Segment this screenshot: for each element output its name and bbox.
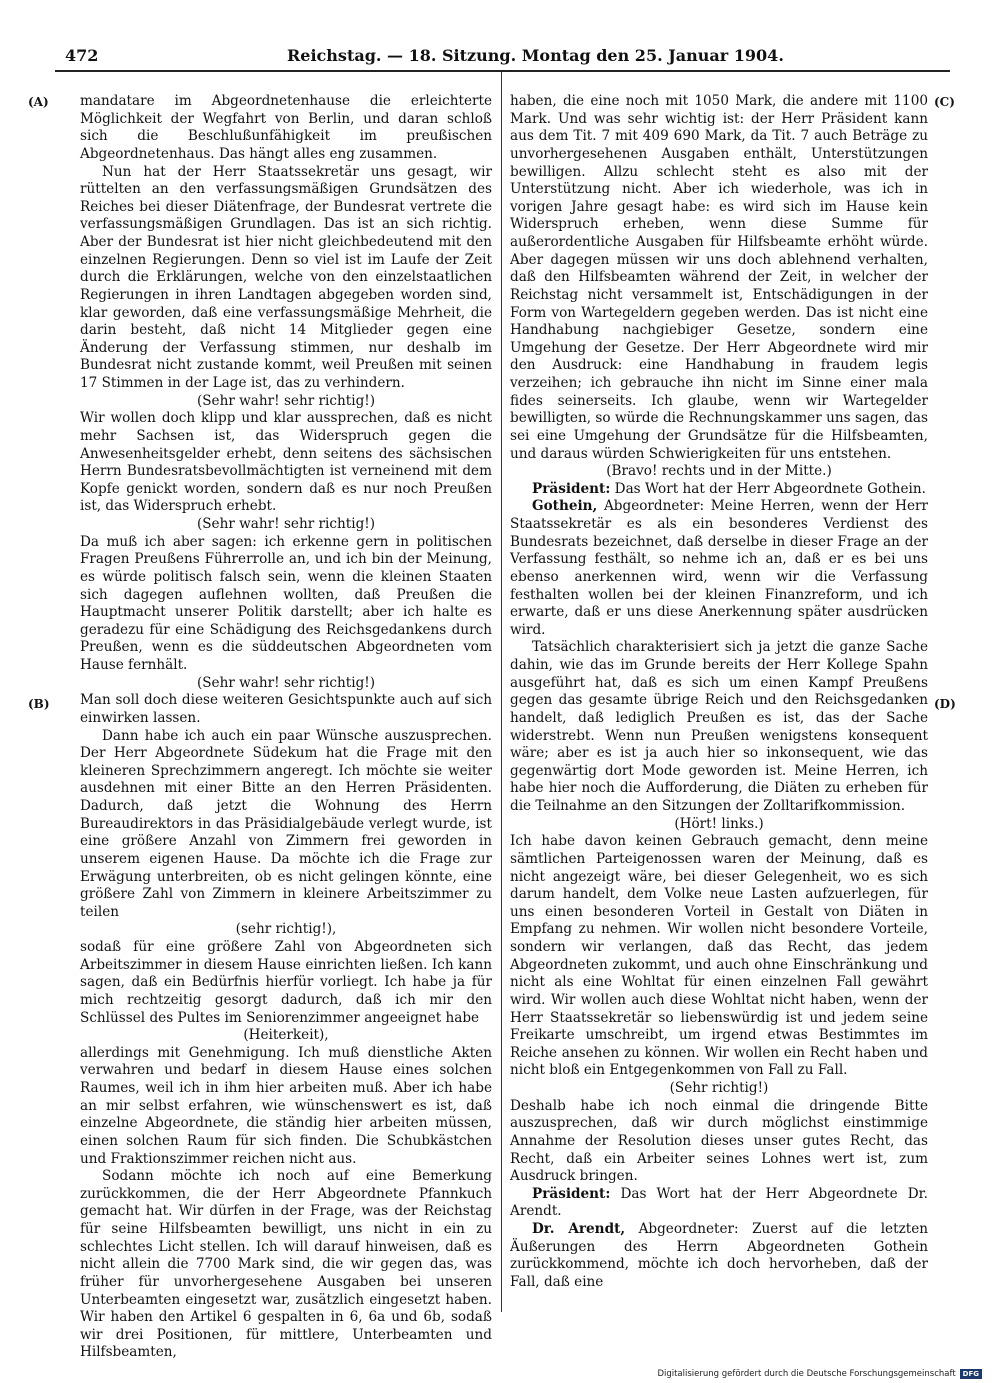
margin-marker-b: (B) [28,697,50,711]
header-rule [55,70,950,72]
column-divider [501,72,502,1312]
body-paragraph: Wir wollen doch klipp und klar aussprechen, daß es nicht mehr Sachsen ist, das Widerspruch gegen die Anwesenheitsgelder erhebt, denn seitens des sächsischen Herrn Bundesratsbevollmächtigten ist verneinend mit dem Kopfe genickt worden, sondern daß es nur noch Preußen ist, das Widerspruch erhebt. [80,410,492,515]
dfg-logo-icon: DFG [960,1369,982,1379]
speech-text: Das Wort hat der Herr Abgeordnete Gothein. [610,480,926,497]
body-paragraph: Dann habe ich auch ein paar Wünsche auszusprechen. Der Herr Abgeordnete Südekum hat die Frage mit den kleineren Sprechzimmern angeregt. Ich möchte sie weiter ausdehnen mit einer Bitte an den Herren Präsidenten. Dadurch, daß jetzt die Wohnung des Herrn Bureaudirektors in das Präsidialgebäude verlegt wurde, ist eine größere Anzahl von Zimmern frei geworden in unserem eigenen Hause. Da möchte ich die Frage zur Erwägung unterbreiten, ob es nicht gelingen könnte, eine größere Zahl von Zimmern in kleinere Arbeitszimmer zu teilen [80,727,492,920]
interjection: (Sehr wahr! sehr richtig!) [196,516,376,532]
speaker-paragraph [510,481,928,499]
page-footer [657,1369,982,1379]
interjection: (Sehr richtig!) [669,1080,769,1096]
body-paragraph: Da muß ich aber sagen: ich erkenne gern in politischen Fragen Preußens Führerrolle an, und ich bin der Meinung, es würde politisch falsch sein, wenn die kleinen Staaten sich dagegen auflehnen wollten, daß Preußen die Hauptmacht unserer Politik darstellt; aber ich halte es geradezu für eine Schädigung des Reichsgedankens durch Preußen, wenn es die süddeutschen Abgeordneten vom Hause fernhält. [80,533,492,673]
speaker-name: Präsident: [532,480,611,497]
interjection: (Heiterkeit), [243,1027,329,1044]
body-paragraph: Nun hat der Herr Staatssekretär uns gesagt, wir rüttelten an den verfassungsmäßigen Grundsätzen des Reiches bei dieser Diätenfrage, der Bundesrat vertrete die verfassungsmäßigen Grundlagen. Das ist an sich richtig. Aber der Bundesrat ist hier nicht gleichbedeutend mit den einzelnen Regierungen. Denn so viel ist im Laufe der Zeit durch die Erklärungen, welche von den einzelstaatlichen Regierungen in ihren Landtagen abgegeben worden sind, klar geworden, daß eine verfassungsmäßige Mehrheit, die darin besteht, daß nicht 14 Mitglieder gegen eine Änderung der Verfassung stimmen, nur deshalb im Bundesrat nicht zustande kommt, weil Preußen mit seinen 17 Stimmen in der Lage ist, das zu verhindern. [80,163,492,391]
interjection: (sehr richtig!), [235,921,337,938]
body-paragraph: mandatare im Abgeordnetenhause die erleichterte Möglichkeit der Wegfahrt von Berlin, und daran schloß sich die Beschlußunfähigkeit im preußischen Abgeordnetenhaus. Das hängt alles eng zusammen. [80,93,492,162]
body-paragraph: Tatsächlich charakterisiert sich ja jetzt die ganze Sache dahin, wie das im Grunde bereits der Herr Kollege Spahn ausgeführt hat, daß es sich um einen Kampf Preußens gegen das gesamte übrige Reich und den Reichsgedanken handelt, daß lediglich Preußen es ist, das der Sache widerstrebt. Wenn nun Preußen wenigstens konsequent wäre; aber es ist ja auch hier so inkonsequent, wie das gegenwärtig dort Mode geworden ist. Meine Herren, ich habe hier noch die Aufforderung, die Diäten zu erheben für die Teilnahme an den Sitzungen der Zolltarifkommission. [510,639,928,814]
speaker-paragraph [510,498,928,639]
speaker-paragraph [510,1186,928,1221]
speaker-name: Dr. Arendt, [532,1221,626,1237]
body-paragraph: Sodann möchte ich noch auf eine Bemerkung zurückkommen, die der Herr Abgeordnete Pfannkuch gemacht hat. Wir dürfen in der Frage, was der Reichstag für seine Hilfsbeamten bewilligt, uns nicht in ein zu schlechtes Licht stellen. Ich will darauf hinweisen, daß es nicht allein die 7700 Mark sind, die wir gegen das, was früher für unvorhergesehene Ausgaben bei unseren Unterbeamten eingesetzt war, zusätzlich eingesetzt haben. Wir haben den Artikel 6 gespalten in 6, 6a und 6b, sodaß wir drei Positionen, für mittlere, Unterbeamten und Hilfsbeamten, [80,1168,492,1361]
body-paragraph: Deshalb habe ich noch einmal die dringende Bitte auszusprechen, daß wir durch möglichst einstimmige Annahme der Resolution dieses unser gutes Recht, das Recht, daß ein Arbeiter seines Lohnes wert ist, zum Ausdruck bringen. [510,1097,928,1185]
speaker-name: Gothein, [532,498,598,515]
page-number: 472 [65,46,99,65]
page-header [55,46,950,68]
right-text-column [510,93,928,1292]
margin-marker-a: (A) [28,95,49,109]
margin-marker-d: (D) [934,697,956,711]
speech-text: Abgeordneter: Meine Herren, wenn der Herr Staatssekretär es als ein besonderes Verdienst des Bundesrats bezeichnet, daß derselbe in dieser Frage an der Verfassung festhält, so nehme ich an, daß er es bei uns ebenso anerkennen wird, wenn wir die Verfassung festhalten wollen bei der kleinen Finanzreform, und ich erwarte, daß er uns diese Anerkennung später ausdrücken wird. [510,498,928,638]
speech-text: Das Wort hat der Herr Abgeordnete Dr. Arendt. [510,1185,928,1220]
footer-credit: Digitalisierung gefördert durch die Deutsche Forschungsgemeinschaft [657,1369,956,1379]
speaker-paragraph [510,1221,928,1292]
interjection: (Bravo! rechts und in der Mitte.) [606,463,832,480]
body-paragraph: haben, die eine noch mit 1050 Mark, die andere mit 1100 Mark. Und was sehr wichtig ist: der Herr Präsident kann aus dem Tit. 7 mit 409 690 Mark, da Tit. 7 auch Beträge zu unvorhergesehenen Ausgaben enthält, Unterstützungen bewilligen. Allzu schlecht steht es also mit der Unterstützung nicht. Aber ich wiederhole, was ich in vorigen Jahre gesagt habe: es wird sich im Hause kein Widerspruch erheben, wenn diese Summe für außerordentliche Ausgaben für Hilfsbeamte erhöht würde. Aber dagegen müssen wir uns doch ablehnend verhalten, daß den Hilfsbeamten während der Zeit, in welcher der Reichstag nicht versammelt ist, Entschädigungen in der Form von Wartegeldern gegeben werden. Das ist nicht eine Handhabung nachgiebiger Gesetze, sondern eine Umgehung der Gesetze. Der Herr Abgeordnete wird mir den Ausdruck: eine Handhabung in fraudem legis verzeihen; ich gebrauche ihn nicht im Sinne einer mala fides seinerseits. Ich glaube, wenn wir Wartegelder bewilligten, so würde die Rechnungskammer uns sagen, das sei eine Umgehung der Grundsätze für die Hilfsbeamten, und daraus würden Schwierigkeiten für uns entstehen. [510,93,928,462]
speech-text: Abgeordneter: Zuerst auf die letzten Äußerungen des Herrn Abgeordneten Gothein zurückkommend, möchte ich doch hervorheben, daß der Fall, daß eine [510,1221,928,1290]
body-paragraph: sodaß für eine größere Zahl von Abgeordneten sich Arbeitszimmer in diesem Hause einrichten ließen. Ich kann sagen, daß ein Bedürfnis hierfür vorliegt. Ich habe ja für mich rechtzeitig gesorgt dadurch, daß ich mir den Schlüssel des Pultes im Seniorenzimmer angeeignet habe [80,939,492,1026]
interjection: (Sehr wahr! sehr richtig!) [196,392,376,409]
speaker-name: Präsident: [532,1185,611,1202]
left-text-column [80,93,492,1362]
interjection: (Hört! links.) [674,815,764,832]
body-paragraph: Ich habe davon keinen Gebrauch gemacht, denn meine sämtlichen Parteigenossen waren der Meinung, daß es nicht angezeigt wäre, bei dieser Gelegenheit, wo es sich darum handelt, dem Volke neue Lasten aufzuerlegen, für uns einen besonderen Vorteil in Gestalt von Diäten in Empfang zu nehmen. Wir wollen nicht besondere Vorteile, sondern wir verlangen, daß das Recht, das jedem Abgeordneten zukommt, und auch ohne Einschränkung und nicht als eine Wohltat für einen einzelnen Fall gewährt wird. Wir wollen auch diese Wohltat nicht haben, wenn der Herr Staatssekretär so liebenswürdig ist und jedem seine Freikarte umschreibt, um irgend etwas Bestimmtes im Reiche ansehen zu können. Wir wollen ein Recht haben und nicht bloß ein Entgegenkommen von Fall zu Fall. [510,833,928,1079]
margin-marker-c: (C) [934,95,955,109]
interjection: (Sehr wahr! sehr richtig!) [196,674,376,691]
body-paragraph: allerdings mit Genehmigung. Ich muß dienstliche Akten verwahren und bedarf in diesem Hause eines solchen Raumes, weil ich in ihm hier arbeiten muß. Aber ich habe an mir selbst erfahren, wie wünschenswert es ist, daß einzelne Abgeordnete, die ständig hier arbeiten müssen, einen solchen Raum für sich finden. Die Schubkästchen und Fraktionszimmer reichen nicht aus. [80,1044,492,1167]
running-title: Reichstag. — 18. Sitzung. Montag den 25. Januar 1904. [287,46,784,65]
body-paragraph: Man soll doch diese weiteren Gesichtspunkte auch auf sich einwirken lassen. [80,692,492,726]
